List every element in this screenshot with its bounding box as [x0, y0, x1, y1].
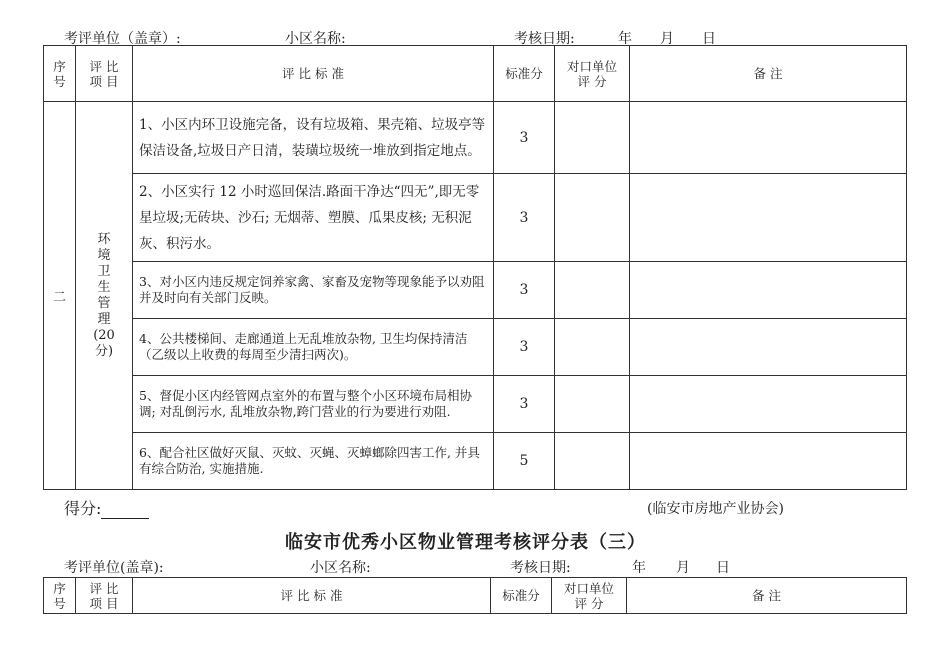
criteria-text: 6、配合社区做好灭鼠、灭蚊、灭蝇、灭蟑螂除四害工作, 并具有综合防治, 实施措施. — [133, 433, 494, 490]
assessment-table — [43, 45, 907, 490]
col-standard-score: 标准分 — [491, 578, 552, 614]
standard-score: 3 — [494, 174, 555, 262]
association-label: (临安市房地产业协会) — [647, 501, 784, 517]
unit-score-cell[interactable] — [555, 262, 630, 319]
date-month: 月 — [676, 560, 690, 576]
criteria-text: 4、公共楼梯间、走廊通道上无乱堆放杂物, 卫生均保持清洁（乙级以上收费的每周至少清扫两次)。 — [133, 319, 494, 376]
table-row — [44, 174, 907, 262]
community-name-label: 小区名称: — [310, 560, 371, 576]
score-blank[interactable] — [101, 518, 149, 519]
date-day: 日 — [702, 31, 716, 47]
col-criteria: 评 比 标 准 — [133, 46, 494, 102]
score-label: 得分: — [64, 496, 149, 519]
col-criteria: 评 比 标 准 — [133, 578, 491, 614]
col-seq: 序 号 — [44, 578, 76, 614]
standard-score: 3 — [494, 319, 555, 376]
standard-score: 3 — [494, 262, 555, 319]
col-seq: 序 号 — [44, 46, 76, 102]
unit-score-cell[interactable] — [555, 376, 630, 433]
standard-score: 3 — [494, 376, 555, 433]
date-month: 月 — [660, 31, 674, 47]
date-year: 年 — [632, 560, 646, 576]
date-day: 日 — [716, 560, 730, 576]
standard-score: 3 — [494, 102, 555, 174]
criteria-text: 5、督促小区内经管网点室外的布置与整个小区环境布局相协调; 对乱倒污水, 乱堆放杂物,跨门营业的行为要进行劝阻. — [133, 376, 494, 433]
remarks-cell[interactable] — [630, 262, 907, 319]
unit-score-cell[interactable] — [555, 102, 630, 174]
criteria-text: 2、小区实行 12 小时巡回保洁.路面干净达“四无”,即无零星垃圾;无砖块、沙石; 无烟蒂、塑膜、瓜果皮核; 无积泥灰、积污水。 — [133, 174, 494, 262]
remarks-cell[interactable] — [630, 319, 907, 376]
section-category: 环 境 卫 生 管 理 (20 分) — [76, 102, 133, 490]
unit-score-cell[interactable] — [555, 174, 630, 262]
col-standard-score: 标准分 — [494, 46, 555, 102]
remarks-cell[interactable] — [630, 174, 907, 262]
assessment-date-label: 考核日期: — [514, 31, 575, 47]
assessment-date-label: 考核日期: — [510, 560, 571, 576]
standard-score: 5 — [494, 433, 555, 490]
evaluator-unit-label: 考评单位（盖章）: — [64, 31, 181, 47]
col-remarks: 备 注 — [627, 578, 907, 614]
unit-score-cell[interactable] — [555, 433, 630, 490]
page-title: 临安市优秀小区物业管理考核评分表（三） — [285, 532, 646, 553]
assessment-table-2 — [43, 577, 907, 614]
remarks-cell[interactable] — [630, 433, 907, 490]
col-item: 评 比 项 目 — [76, 46, 133, 102]
remarks-cell[interactable] — [630, 102, 907, 174]
community-name-label: 小区名称: — [285, 31, 346, 47]
table-row — [44, 376, 907, 433]
col-item: 评 比 项 目 — [76, 578, 133, 614]
col-remarks: 备 注 — [630, 46, 907, 102]
table-header-row — [44, 46, 907, 102]
table-header-row — [44, 578, 907, 614]
col-unit-score: 对口单位 评 分 — [555, 46, 630, 102]
table-row — [44, 433, 907, 490]
date-year: 年 — [618, 31, 632, 47]
col-unit-score: 对口单位 评 分 — [552, 578, 627, 614]
table-row — [44, 102, 907, 174]
evaluator-unit-label: 考评单位(盖章): — [64, 560, 164, 576]
table-row — [44, 319, 907, 376]
criteria-text: 3、对小区内违反规定饲养家禽、家畜及宠物等现象能予以劝阻并及时向有关部门反映。 — [133, 262, 494, 319]
section-number: 二 — [44, 102, 76, 490]
criteria-text: 1、小区内环卫设施完备，设有垃圾箱、果壳箱、垃圾亭等保洁设备,垃圾日产日清，装璜垃圾统一堆放到指定地点。 — [133, 102, 494, 174]
table-row — [44, 262, 907, 319]
unit-score-cell[interactable] — [555, 319, 630, 376]
remarks-cell[interactable] — [630, 376, 907, 433]
